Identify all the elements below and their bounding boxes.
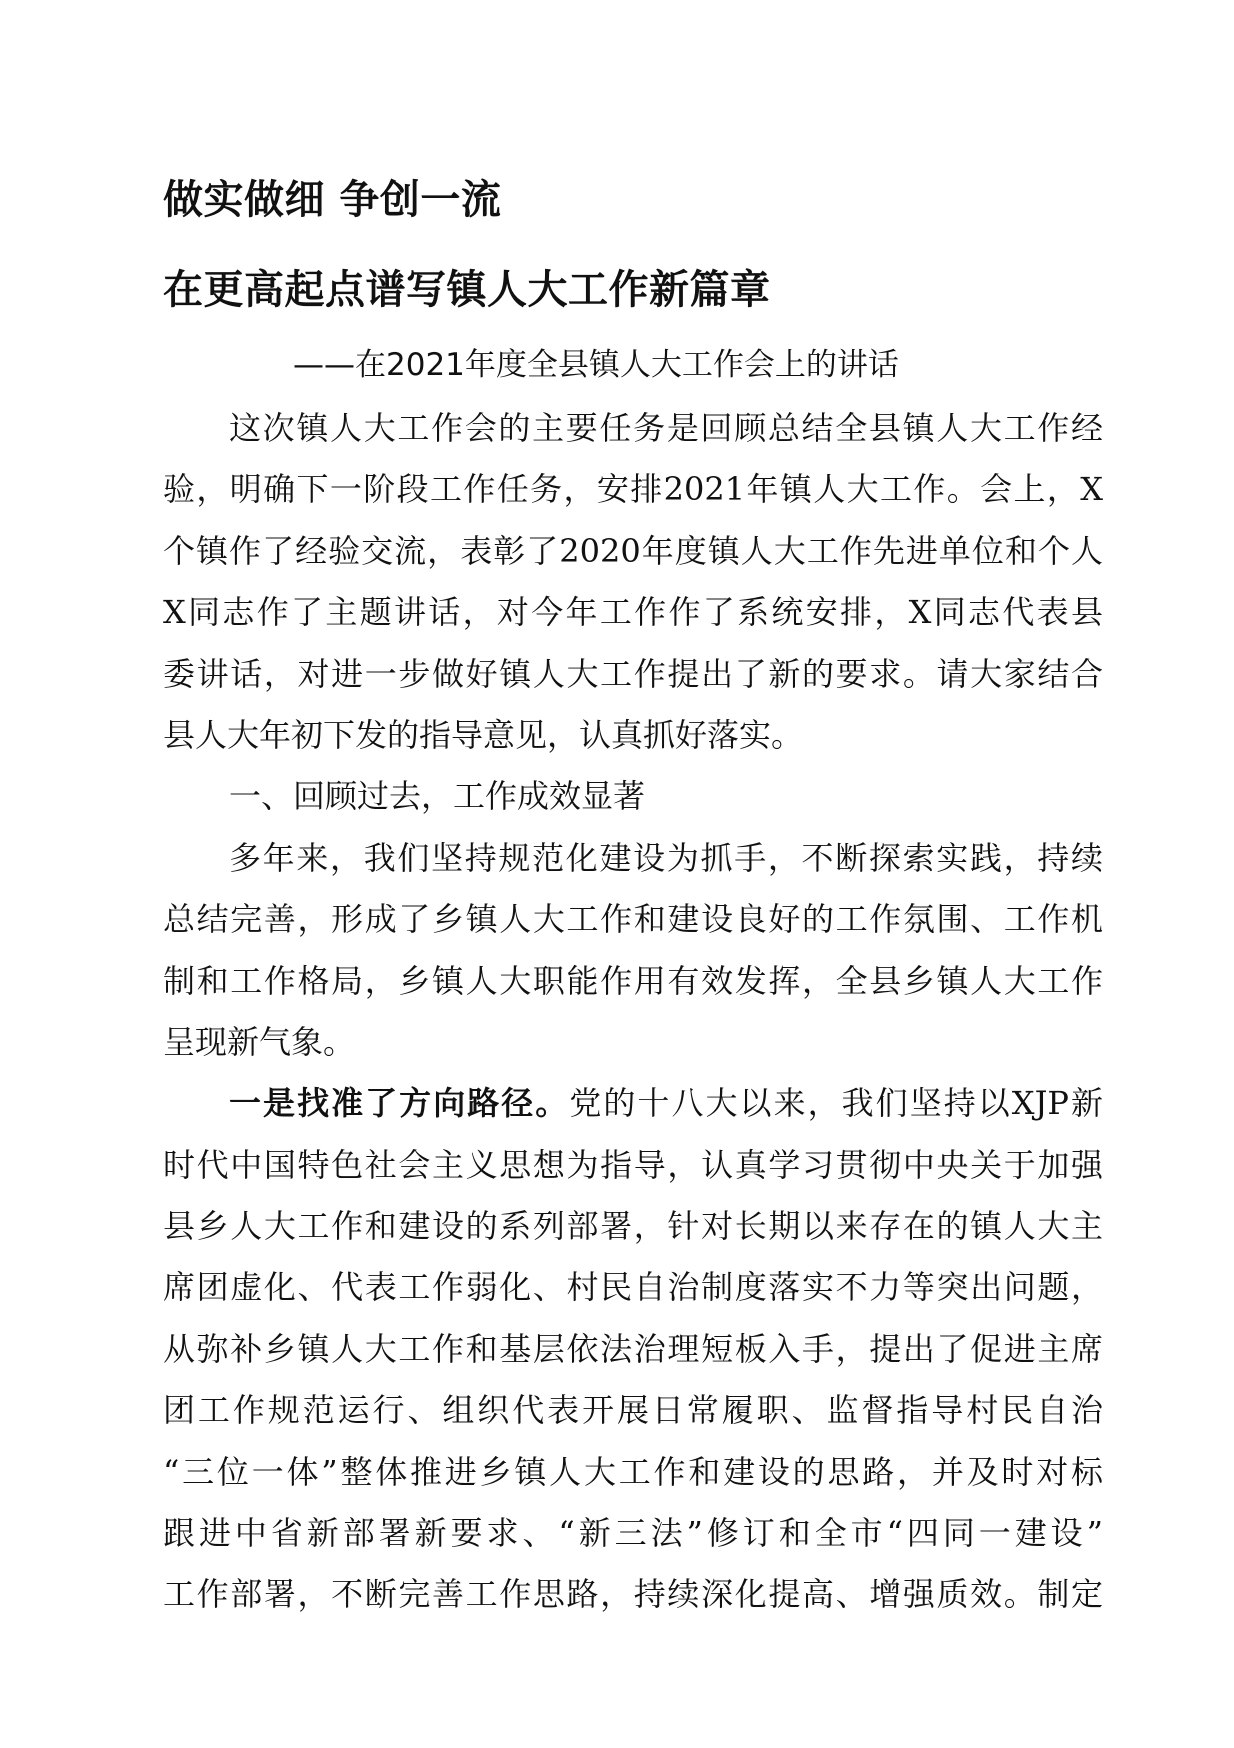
paragraph-1-line: 委讲话，对进一步做好镇人大工作提出了新的要求。请大家结合 [163, 654, 1103, 693]
paragraph-3-line: 席团虚化、代表工作弱化、村民自治制度落实不力等突出问题， [163, 1268, 1103, 1307]
paragraph-2-line: 多年来，我们坚持规范化建设为抓手，不断探索实践，持续 [229, 838, 1103, 877]
paragraph-3-lead: 一是找准了方向路径。 [229, 1084, 570, 1123]
paragraph-1-line: 县人大年初下发的指导意见，认真抓好落实。 [163, 715, 804, 754]
body-text [163, 398, 1103, 1626]
paragraph-3-line: 跟进中省新部署新要求、“新三法”修订和全市“四同一建设” [163, 1514, 1103, 1553]
paragraph-3-first-rest: 党的十八大以来，我们坚持以XJP新 [569, 1084, 1103, 1123]
paragraph-1-line: X同志作了主题讲话，对今年工作作了系统安排，X同志代表县 [163, 593, 1103, 632]
paragraph-2-line: 总结完善，形成了乡镇人大工作和建设良好的工作氛围、工作机 [163, 900, 1103, 939]
paragraph-3-line: 从弥补乡镇人大工作和基层依法治理短板入手，提出了促进主席 [163, 1329, 1103, 1368]
title-line-1: 做实做细 争创一流 [163, 177, 502, 223]
paragraph-3-line: 县乡人大工作和建设的系列部署，针对长期以来存在的镇人大主 [163, 1207, 1103, 1246]
paragraph-3-first-line [163, 1073, 1103, 1134]
paragraph-2-line: 呈现新气象。 [163, 1022, 356, 1061]
paragraph-1-line: 个镇作了经验交流，表彰了2020年度镇人大工作先进单位和个人 [163, 531, 1103, 570]
paragraph-3-line: “三位一体”整体推进乡镇人大工作和建设的思路，并及时对标 [163, 1452, 1103, 1491]
paragraph-3-line: 团工作规范运行、组织代表开展日常履职、监督指导村民自治 [163, 1391, 1103, 1430]
paragraph-3-line: 工作部署，不断完善工作思路，持续深化提高、增强质效。制定 [163, 1575, 1103, 1614]
paragraph-2-line: 制和工作格局，乡镇人大职能作用有效发挥，全县乡镇人大工作 [163, 961, 1103, 1000]
subtitle: ——在2021年度全县镇人大工作会上的讲话 [293, 347, 899, 383]
paragraph-1-line: 这次镇人大工作会的主要任务是回顾总结全县镇人大工作经 [229, 409, 1103, 447]
paragraph-1-line: 验，明确下一阶段工作任务，安排2021年镇人大工作。会上，X [163, 470, 1103, 509]
section-1-heading: 一、回顾过去，工作成效显著 [229, 777, 646, 816]
title-line-2: 在更高起点谱写镇人大工作新篇章 [163, 267, 771, 313]
paragraph-3-line: 时代中国特色社会主义思想为指导，认真学习贯彻中央关于加强 [163, 1145, 1103, 1184]
